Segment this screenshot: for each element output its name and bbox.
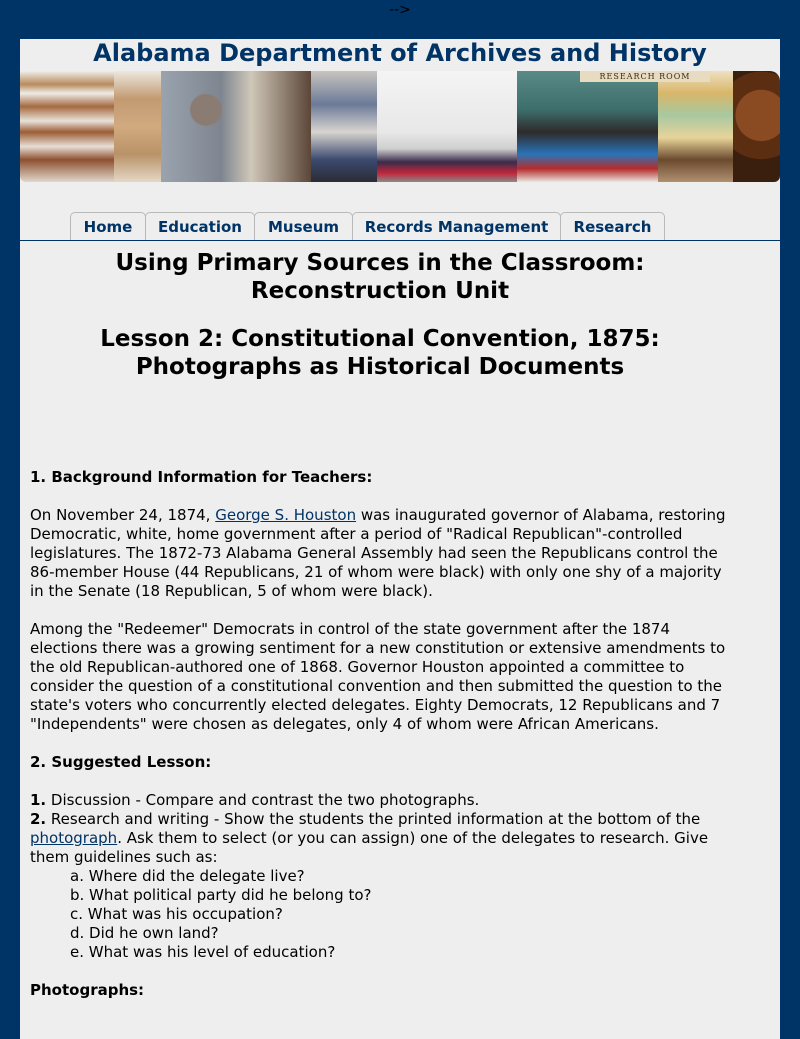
question-item: e. What was his level of education?	[70, 943, 336, 961]
lesson-body	[30, 468, 730, 1019]
question-item: b. What political party did he belong to?	[70, 886, 372, 904]
george-houston-link[interactable]: George S. Houston	[215, 506, 357, 524]
background-paragraph-1	[30, 506, 730, 601]
banner-students-museum	[517, 71, 658, 182]
section-lesson-heading: 2. Suggested Lesson:	[30, 753, 212, 771]
tab-education[interactable]: Education	[145, 212, 255, 240]
banner-archives-building	[377, 71, 518, 182]
text: On November 24, 1874,	[30, 506, 216, 524]
banner-researcher	[161, 71, 311, 182]
banner-research-room	[658, 71, 733, 182]
question-item: a. Where did the delegate live?	[70, 867, 305, 885]
banner-laptop	[311, 71, 377, 182]
banner-archive-boxes	[114, 71, 161, 182]
banner-statue	[733, 71, 780, 182]
research-questions	[30, 867, 730, 962]
lesson-step-1	[30, 791, 730, 810]
question-item: c. What was his occupation?	[70, 905, 283, 923]
stray-comment-text: -->	[389, 2, 411, 18]
banner-archive-shelves	[20, 71, 114, 182]
site-title[interactable]: Alabama Department of Archives and History	[93, 39, 707, 67]
tab-home[interactable]: Home	[70, 212, 146, 240]
page-title: Using Primary Sources in the Classroom: Reconstruction Unit	[115, 250, 645, 304]
tab-records-management[interactable]: Records Management	[352, 212, 561, 240]
photograph-link[interactable]: photograph	[30, 829, 118, 847]
background-paragraph-2: Among the "Redeemer" Democrats in control of the state government after the 1874 elections there was a growing sentiment for a new constitution or extensive amendments to the old Republican-authored one of 1868. Governor Houston appointed a committee to consider the question of a constitutional convention and then submitted the question to the state's voters who concurrently elected delegates. Eighty Democrats, 12 Republicans and 7 "Independents" were chosen as delegates, only 4 of whom were African Americans.	[30, 620, 726, 733]
tab-museum[interactable]: Museum	[254, 212, 353, 240]
step-number: 2.	[30, 810, 47, 828]
step-text: . Ask them to select (or you can assign) one of the delegates to research. Give them guidelines such as:	[30, 829, 709, 866]
step-number: 1.	[30, 791, 47, 809]
main-navigation-tabs	[20, 212, 780, 241]
lesson-step-2	[30, 810, 730, 867]
banner-research-room-sign: RESEARCH ROOM	[580, 71, 710, 82]
lesson-title: Lesson 2: Constitutional Convention, 1875: Photographs as Historical Documents	[100, 326, 660, 380]
section-background-heading: 1. Background Information for Teachers:	[30, 468, 373, 486]
question-item: d. Did he own land?	[70, 924, 219, 942]
step-text: Research and writing - Show the students the printed information at the bottom of the	[46, 810, 701, 828]
text: was inaugurated governor of Alabama, restoring Democratic, white, home government after a period of "Radical Republican"-controlled legislatures. The 1872-73 Alabama General Assembly had seen the Republicans control the 86-member House (44 Republicans, 21 of whom were black) with only one shy of a majority in the Senate (18 Republican, 5 of whom were black).	[30, 506, 726, 600]
photographs-heading: Photographs:	[30, 981, 145, 999]
tab-research[interactable]: Research	[560, 212, 665, 240]
step-text: Discussion - Compare and contrast the two photographs.	[46, 791, 480, 809]
header-banner-image	[20, 71, 780, 182]
